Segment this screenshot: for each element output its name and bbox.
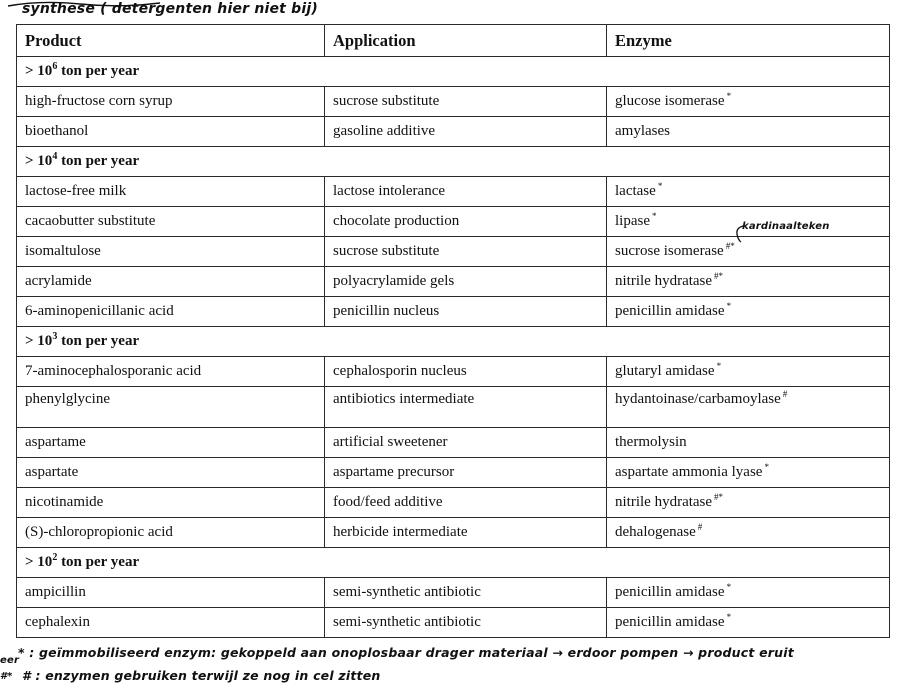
cell-product bbox=[17, 237, 325, 267]
group-header-cell bbox=[17, 548, 890, 578]
group-header-cell bbox=[17, 147, 890, 177]
product-text: lactose-free milk bbox=[25, 183, 127, 199]
cell-product bbox=[17, 177, 325, 207]
product-text: 7-aminocephalosporanic acid bbox=[25, 363, 202, 379]
table-row bbox=[17, 297, 890, 327]
cell-product bbox=[17, 297, 325, 327]
application-text: sucrose substitute bbox=[333, 243, 440, 259]
cell-product bbox=[17, 387, 325, 428]
application-text: cephalosporin nucleus bbox=[333, 363, 467, 379]
handwritten-note-kardinaalteken: kardinaalteken bbox=[742, 221, 830, 232]
cell-product bbox=[17, 488, 325, 518]
table-row bbox=[17, 518, 890, 548]
product-text: aspartate bbox=[25, 464, 79, 480]
product-text: bioethanol bbox=[25, 123, 89, 139]
group-header-row bbox=[17, 147, 890, 177]
application-text: gasoline additive bbox=[333, 123, 436, 139]
group-prefix: > 10 bbox=[25, 63, 53, 79]
cell-product bbox=[17, 267, 325, 297]
cell-application bbox=[325, 387, 607, 428]
cell-enzyme bbox=[607, 297, 890, 327]
enzyme-text: hydantoinase/carbamoylase bbox=[615, 391, 781, 407]
handwritten-margin-mark: #* bbox=[0, 671, 13, 682]
application-text: aspartame precursor bbox=[333, 464, 455, 480]
cell-application bbox=[325, 207, 607, 237]
product-text: aspartame bbox=[25, 434, 86, 450]
group-suffix: ton per year bbox=[57, 63, 140, 79]
enzyme-mark: * bbox=[726, 582, 732, 592]
group-prefix: > 10 bbox=[25, 153, 53, 169]
enzyme-text: dehalogenase bbox=[615, 524, 696, 540]
group-exponent: 2 bbox=[52, 552, 58, 563]
group-header-row bbox=[17, 327, 890, 357]
enzyme-mark: * bbox=[726, 301, 732, 311]
cell-product bbox=[17, 578, 325, 608]
enzyme-mark: * bbox=[716, 361, 722, 371]
application-text: semi-synthetic antibiotic bbox=[333, 584, 481, 600]
enzyme-mark: * bbox=[726, 91, 732, 101]
header-product: Product bbox=[17, 25, 325, 57]
group-suffix: ton per year bbox=[57, 153, 140, 169]
cell-enzyme bbox=[607, 608, 890, 638]
table-row bbox=[17, 177, 890, 207]
cell-enzyme bbox=[607, 578, 890, 608]
application-text: artificial sweetener bbox=[333, 434, 448, 450]
group-prefix: > 10 bbox=[25, 554, 53, 570]
cell-application bbox=[325, 518, 607, 548]
cell-application bbox=[325, 357, 607, 387]
enzyme-products-table bbox=[16, 24, 890, 638]
application-text: chocolate production bbox=[333, 213, 460, 229]
enzyme-text: lactase bbox=[615, 183, 656, 199]
cell-enzyme bbox=[607, 428, 890, 458]
enzyme-text: penicillin amidase bbox=[615, 584, 725, 600]
application-text: antibiotics intermediate bbox=[333, 391, 475, 407]
product-text: ampicillin bbox=[25, 584, 86, 600]
table-row bbox=[17, 87, 890, 117]
product-text: cacaobutter substitute bbox=[25, 213, 156, 229]
enzyme-mark: #* bbox=[714, 271, 724, 281]
cell-product bbox=[17, 87, 325, 117]
group-exponent: 6 bbox=[52, 61, 58, 72]
cell-application bbox=[325, 608, 607, 638]
group-exponent: 4 bbox=[52, 151, 58, 162]
group-suffix: ton per year bbox=[57, 333, 140, 349]
enzyme-text: penicillin amidase bbox=[615, 614, 725, 630]
table-body bbox=[17, 57, 890, 638]
cell-application bbox=[325, 297, 607, 327]
application-text: food/feed additive bbox=[333, 494, 443, 510]
table-header-row bbox=[17, 25, 890, 57]
cell-enzyme bbox=[607, 177, 890, 207]
cell-enzyme bbox=[607, 518, 890, 548]
enzyme-text: glucose isomerase bbox=[615, 93, 725, 109]
group-header-row bbox=[17, 548, 890, 578]
enzyme-mark: # bbox=[697, 522, 703, 532]
cell-enzyme bbox=[607, 357, 890, 387]
enzyme-text: aspartate ammonia lyase bbox=[615, 464, 763, 480]
enzyme-text: amylases bbox=[615, 123, 670, 139]
cell-application bbox=[325, 458, 607, 488]
cell-application bbox=[325, 177, 607, 207]
group-suffix: ton per year bbox=[57, 554, 140, 570]
cell-product bbox=[17, 608, 325, 638]
table-row bbox=[17, 117, 890, 147]
handwritten-margin-er: eer bbox=[0, 655, 20, 666]
cell-enzyme bbox=[607, 117, 890, 147]
enzyme-mark: * bbox=[764, 462, 769, 472]
cell-application bbox=[325, 267, 607, 297]
handwritten-footnote-immobilized: * : geïmmobiliseerd enzym: gekoppeld aan onoplosbaar drager materiaal → erdoor pompen → product eruit bbox=[18, 645, 794, 660]
enzyme-text: nitrile hydratase bbox=[615, 494, 713, 510]
enzyme-mark: * bbox=[726, 612, 732, 622]
cell-enzyme bbox=[607, 87, 890, 117]
product-text: 6-aminopenicillanic acid bbox=[25, 303, 174, 319]
product-text: cephalexin bbox=[25, 614, 90, 630]
table-row bbox=[17, 458, 890, 488]
application-text: polyacrylamide gels bbox=[333, 273, 455, 289]
cell-application bbox=[325, 87, 607, 117]
cell-enzyme bbox=[607, 458, 890, 488]
cell-enzyme bbox=[607, 237, 890, 267]
table-row bbox=[17, 578, 890, 608]
enzyme-text: sucrose isomerase bbox=[615, 243, 724, 259]
cell-product bbox=[17, 117, 325, 147]
cell-product bbox=[17, 458, 325, 488]
cell-application bbox=[325, 428, 607, 458]
enzyme-text: nitrile hydratase bbox=[615, 273, 713, 289]
cell-application bbox=[325, 488, 607, 518]
product-text: acrylamide bbox=[25, 273, 92, 289]
group-prefix: > 10 bbox=[25, 333, 53, 349]
enzyme-mark: * bbox=[657, 181, 663, 191]
enzyme-text: lipase bbox=[615, 213, 650, 229]
cell-application bbox=[325, 578, 607, 608]
cell-enzyme bbox=[607, 387, 890, 428]
product-text: phenylglycine bbox=[25, 391, 110, 407]
group-header-cell bbox=[17, 327, 890, 357]
enzyme-mark: #* bbox=[714, 492, 724, 502]
group-header-cell bbox=[17, 57, 890, 87]
cell-product bbox=[17, 428, 325, 458]
cell-product bbox=[17, 518, 325, 548]
enzyme-text: penicillin amidase bbox=[615, 303, 725, 319]
table-row bbox=[17, 237, 890, 267]
handwritten-footnote-whole-cell: # : enzymen gebruiken terwijl ze nog in cel zitten bbox=[22, 668, 381, 683]
cell-product bbox=[17, 357, 325, 387]
application-text: lactose intolerance bbox=[333, 183, 446, 199]
product-text: nicotinamide bbox=[25, 494, 104, 510]
handwritten-note-top: synthese ( detergenten hier niet bij) bbox=[22, 1, 318, 17]
enzyme-mark: # bbox=[782, 389, 788, 399]
cell-application bbox=[325, 237, 607, 267]
table-row bbox=[17, 608, 890, 638]
table-row bbox=[17, 267, 890, 297]
application-text: sucrose substitute bbox=[333, 93, 440, 109]
enzyme-mark: #* bbox=[725, 241, 735, 251]
cell-product bbox=[17, 207, 325, 237]
table-row bbox=[17, 357, 890, 387]
header-application: Application bbox=[325, 25, 607, 57]
application-text: herbicide intermediate bbox=[333, 524, 468, 540]
enzyme-mark: * bbox=[652, 211, 657, 221]
enzyme-text: thermolysin bbox=[615, 434, 687, 450]
product-text: isomaltulose bbox=[25, 243, 101, 259]
product-text: (S)-chloropropionic acid bbox=[25, 524, 173, 540]
cell-enzyme bbox=[607, 267, 890, 297]
group-exponent: 3 bbox=[52, 331, 58, 342]
cell-enzyme bbox=[607, 488, 890, 518]
table-row bbox=[17, 387, 890, 428]
enzyme-text: glutaryl amidase bbox=[615, 363, 715, 379]
header-enzyme: Enzyme bbox=[607, 25, 890, 57]
table-row bbox=[17, 488, 890, 518]
group-header-row bbox=[17, 57, 890, 87]
table-row bbox=[17, 428, 890, 458]
product-text: high-fructose corn syrup bbox=[25, 93, 173, 109]
application-text: semi-synthetic antibiotic bbox=[333, 614, 481, 630]
cell-application bbox=[325, 117, 607, 147]
application-text: penicillin nucleus bbox=[333, 303, 440, 319]
